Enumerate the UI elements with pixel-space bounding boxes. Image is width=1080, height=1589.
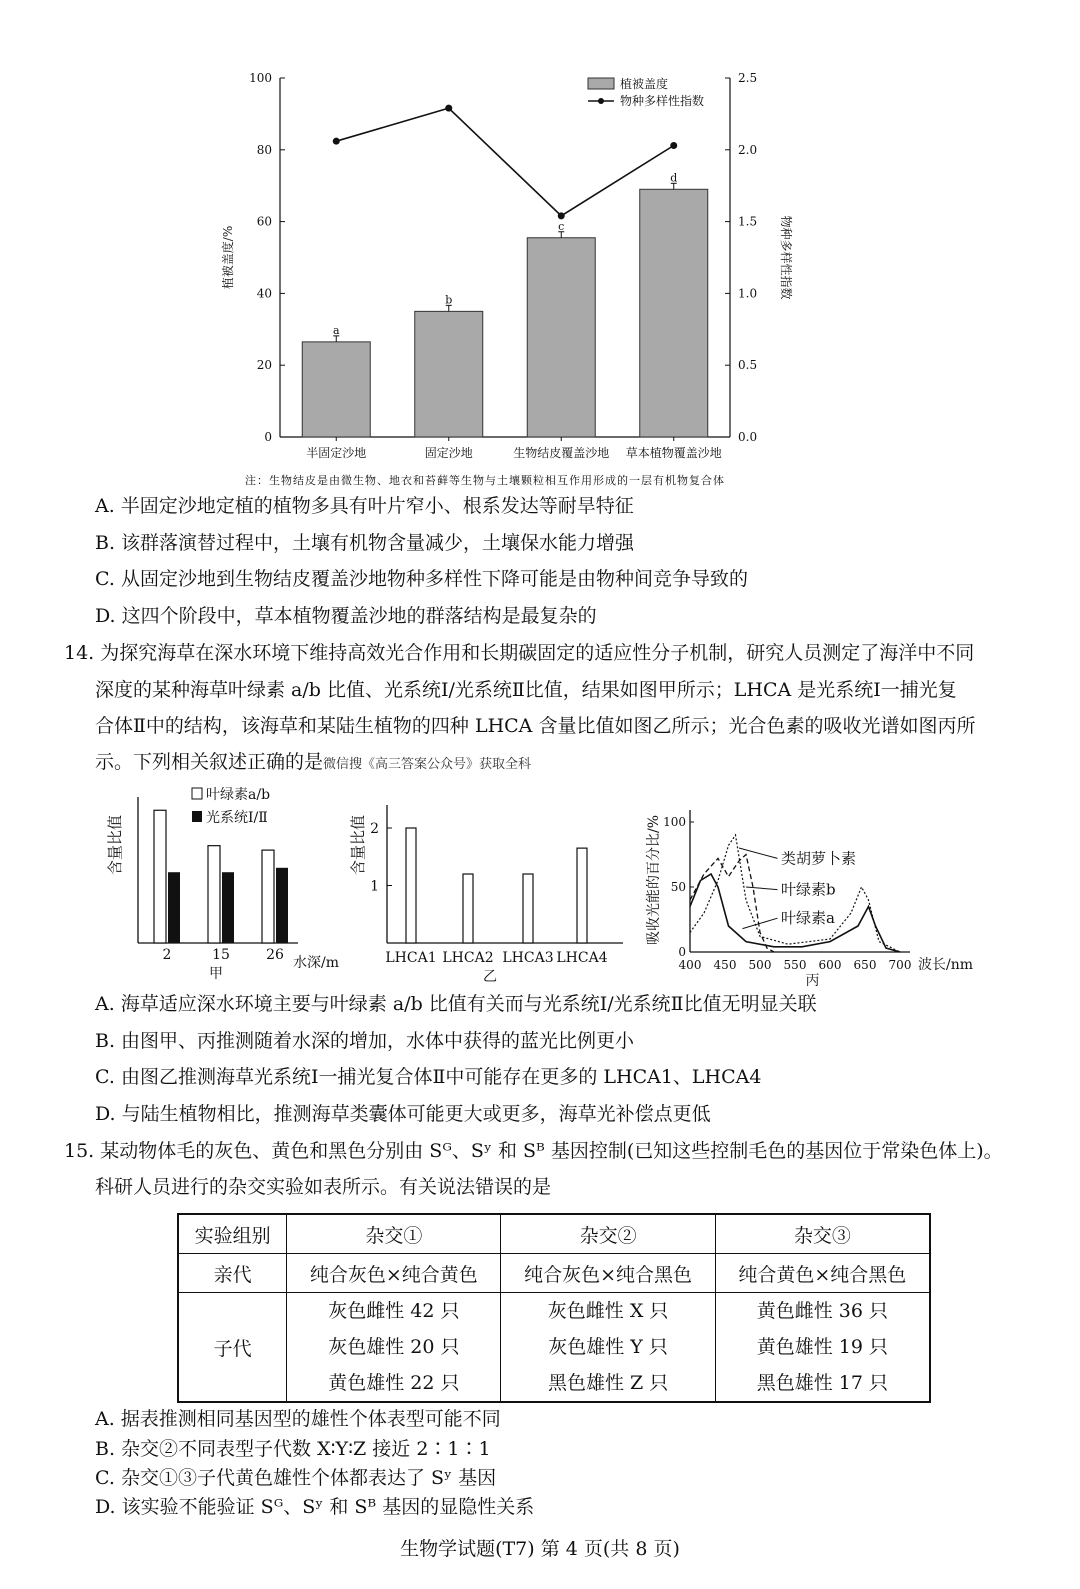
chart-bing — [640, 790, 985, 990]
bar-lhca — [463, 874, 473, 943]
x-axis-label: 波长/nm — [918, 957, 974, 973]
q14-option-a: A. 海草适应深水环境主要与叶绿素 a/b 比值有关而与光系统Ⅰ/光系统Ⅱ比值无明显关联 — [95, 993, 817, 1015]
x-tick-label: 半固定沙地 — [306, 446, 367, 460]
offspring-entry: 灰色雄性 Y 只 — [548, 1336, 668, 1358]
legend-line-label: 物种多样性指数 — [620, 94, 705, 108]
x-tick-label: 草本植物覆盖沙地 — [625, 446, 722, 460]
y-tick-label: 100 — [663, 815, 686, 829]
y-tick-label-left: 40 — [256, 286, 272, 301]
legend-bar-label: 植被盖度 — [620, 77, 669, 91]
bar-lhca — [406, 828, 416, 943]
y-tick-label-left: 20 — [256, 358, 272, 373]
y-axis-label: 含量比值 — [106, 814, 124, 876]
y-tick-label: 1 — [370, 878, 379, 895]
x-tick-label: 固定沙地 — [424, 446, 473, 460]
y-tick-label: 2 — [370, 821, 379, 837]
q14-option-d: D. 与陆生植物相比，推测海草类囊体可能更大或更多，海草光补偿点更低 — [95, 1103, 711, 1125]
diversity-point — [670, 142, 677, 149]
table-header: 杂交① — [287, 1214, 501, 1254]
offspring-entry: 黑色雄性 Z 只 — [547, 1372, 669, 1394]
y-tick-label-left: 80 — [256, 142, 272, 157]
x-tick-label: 15 — [212, 947, 230, 963]
y-tick-label-right: 2.5 — [738, 71, 758, 85]
bar-lhca — [523, 874, 533, 943]
bar-chlorophyll-ratio — [154, 810, 166, 943]
table-cell — [501, 1293, 715, 1403]
legend-line-marker — [598, 98, 604, 104]
x-tick-label: 生物结皮覆盖沙地 — [513, 446, 610, 460]
page-footer: 生物学试题(T7) 第 4 页(共 8 页) — [400, 1538, 680, 1560]
vegetation-diversity-chart — [210, 65, 830, 460]
q14-stem-line-3: 合体Ⅱ中的结构，该海草和某陆生植物的四种 LHCA 含量比值如图乙所示；光合色素的吸收光谱如图丙所 — [95, 715, 976, 737]
bar — [640, 189, 708, 437]
table-header: 杂交③ — [715, 1214, 930, 1254]
table-header: 杂交② — [501, 1214, 715, 1254]
q13-option-b: B. 该群落演替过程中，土壤有机物含量减少，土壤保水能力增强 — [95, 532, 635, 554]
q15-option-d: D. 该实验不能验证 Sᴳ、Sʸ 和 Sᴮ 基因的显隐性关系 — [95, 1496, 535, 1518]
legend-black-swatch — [192, 811, 202, 822]
x-tick-label: LHCA1 — [385, 950, 437, 966]
bar — [415, 311, 483, 437]
chart-title: 甲 — [209, 966, 223, 982]
x-axis-label: 水深/m — [293, 955, 339, 971]
y-tick-label: 50 — [670, 880, 686, 894]
x-tick-label: 400 — [678, 958, 702, 972]
y-tick-label-left: 0 — [264, 430, 272, 444]
x-tick-label: LHCA4 — [556, 950, 608, 966]
bar-photosystem-ratio — [276, 868, 288, 943]
bar-lhca — [577, 848, 587, 943]
offspring-entry: 黑色雄性 17 只 — [756, 1372, 888, 1394]
x-tick-label: LHCA2 — [442, 950, 494, 966]
bar — [302, 342, 370, 437]
legend-label: 光系统Ⅰ/Ⅱ — [206, 810, 268, 826]
q15-stem-line-1: 15. 某动物体毛的灰色、黄色和黑色分别由 Sᴳ、Sʸ 和 Sᴮ 基因控制(已知这些控制毛色的基因位于常染色体上)。 — [64, 1140, 1003, 1162]
x-tick-label: LHCA3 — [502, 950, 554, 966]
table-cell — [287, 1293, 501, 1403]
chart-jia — [100, 785, 360, 990]
table-cell: 纯合黄色×纯合黑色 — [715, 1254, 930, 1293]
x-tick-label: 450 — [713, 958, 737, 972]
significance-letter: d — [670, 171, 678, 185]
q13-option-d: D. 这四个阶段中，草本植物覆盖沙地的群落结构是最复杂的 — [95, 605, 597, 627]
x-tick-label: 26 — [266, 947, 284, 963]
y-tick-label-right: 2.0 — [738, 142, 758, 157]
y-tick-label-left: 100 — [249, 71, 272, 85]
chart-yi — [345, 795, 630, 990]
diversity-point — [445, 105, 452, 112]
offspring-entry: 黄色雄性 22 只 — [328, 1372, 460, 1394]
table-row-label: 子代 — [178, 1293, 287, 1403]
offspring-entry: 黄色雄性 19 只 — [756, 1336, 888, 1358]
table-header: 实验组别 — [178, 1214, 287, 1254]
y-axis-label-left: 植被盖度/% — [221, 225, 235, 290]
q14-option-c: C. 由图乙推测海草光系统Ⅰ一捕光复合体Ⅱ中可能存在更多的 LHCA1、LHCA4 — [95, 1066, 762, 1088]
curve-label: 叶绿素b — [781, 880, 836, 899]
significance-letter: c — [558, 219, 565, 233]
y-tick-label-right: 1.0 — [738, 286, 758, 301]
cross-experiment-table — [177, 1213, 931, 1403]
q14-stem-line-2: 深度的某种海草叶绿素 a/b 比值、光系统Ⅰ/光系统Ⅱ比值，结果如图甲所示；LHCA 是光系统Ⅰ一捕光复 — [95, 679, 957, 701]
y-tick-label-left: 60 — [256, 214, 272, 229]
diversity-point — [333, 138, 340, 145]
offspring-entry: 灰色雌性 X 只 — [547, 1300, 669, 1322]
table-cell: 纯合灰色×纯合黑色 — [501, 1254, 715, 1293]
label-pointer — [743, 918, 778, 928]
q15-option-b: B. 杂交②不同表型子代数 X∶Y∶Z 接近 2∶1∶1 — [95, 1438, 491, 1460]
q14-stem-line-1: 14. 为探究海草在深水环境下维持高效光合作用和长期碳固定的适应性分子机制，研究人员测定了海洋中不同 — [64, 642, 975, 664]
curve-label: 叶绿素a — [781, 909, 835, 928]
bar-chlorophyll-ratio — [208, 846, 220, 943]
x-tick-label: 550 — [783, 958, 807, 972]
chart-note: 注：生物结皮是由微生物、地衣和苔藓等生物与土壤颗粒相互作用形成的一层有机物复合体 — [245, 474, 725, 487]
q15-option-c: C. 杂交①③子代黄色雄性个体都表达了 Sʸ 基因 — [95, 1467, 497, 1489]
bar-photosystem-ratio — [222, 872, 234, 943]
curve-label: 类胡萝卜素 — [781, 849, 857, 868]
q15-stem-line-2: 科研人员进行的杂交实验如表所示。有关说法错误的是 — [95, 1176, 552, 1198]
q14-stem-line-4 — [95, 749, 531, 778]
y-axis-label: 含量比值 — [349, 814, 367, 876]
x-tick-label: 600 — [818, 958, 842, 972]
y-tick-label-right: 0.0 — [738, 430, 758, 444]
q13-option-a: A. 半固定沙地定植的植物多具有叶片窄小、根系发达等耐旱特征 — [95, 495, 634, 517]
y-axis-label-right: 物种多样性指数 — [779, 215, 793, 300]
offspring-entry: 灰色雄性 20 只 — [328, 1336, 460, 1358]
q14-stem-text: 示。下列相关叙述正确的是 — [95, 751, 324, 773]
diversity-point — [558, 212, 565, 219]
legend-white-swatch — [192, 788, 202, 799]
chart-title: 丙 — [805, 973, 820, 989]
label-pointer — [739, 848, 778, 858]
x-tick-label: 700 — [888, 958, 912, 972]
offspring-entry: 灰色雌性 42 只 — [328, 1300, 460, 1322]
x-tick-label: 2 — [162, 947, 172, 963]
table-row-label: 亲代 — [178, 1254, 287, 1293]
bar — [527, 238, 595, 437]
legend-label: 叶绿素a/b — [206, 787, 271, 803]
y-tick-label-right: 0.5 — [738, 358, 758, 373]
legend-bar-swatch — [588, 78, 614, 89]
x-tick-label: 650 — [853, 958, 877, 972]
chart-title: 乙 — [483, 969, 497, 985]
x-tick-label: 500 — [748, 958, 772, 972]
bar-photosystem-ratio — [168, 872, 180, 943]
table-cell — [715, 1293, 930, 1403]
q13-option-c: C. 从固定沙地到生物结皮覆盖沙地物种多样性下降可能是由物种间竞争导致的 — [95, 568, 748, 590]
y-tick-label: 0 — [678, 945, 686, 959]
significance-letter: a — [332, 323, 340, 337]
offspring-entry: 黄色雌性 36 只 — [756, 1300, 888, 1322]
table-cell: 纯合灰色×纯合黄色 — [287, 1254, 501, 1293]
bar-chlorophyll-ratio — [262, 850, 274, 943]
diversity-line — [336, 108, 674, 216]
q15-option-a: A. 据表推测相同基因型的雄性个体表型可能不同 — [95, 1408, 501, 1430]
label-pointer — [746, 887, 778, 890]
significance-letter: b — [445, 293, 453, 307]
y-tick-label-right: 1.5 — [738, 214, 758, 229]
watermark-text: 微信搜《高三答案公众号》获取全科 — [323, 757, 532, 772]
y-axis-label: 吸收光能的百分比/% — [646, 814, 662, 946]
q14-option-b: B. 由图甲、丙推测随着水深的增加，水体中获得的蓝光比例更小 — [95, 1030, 635, 1052]
spectrum-curve — [690, 855, 774, 953]
